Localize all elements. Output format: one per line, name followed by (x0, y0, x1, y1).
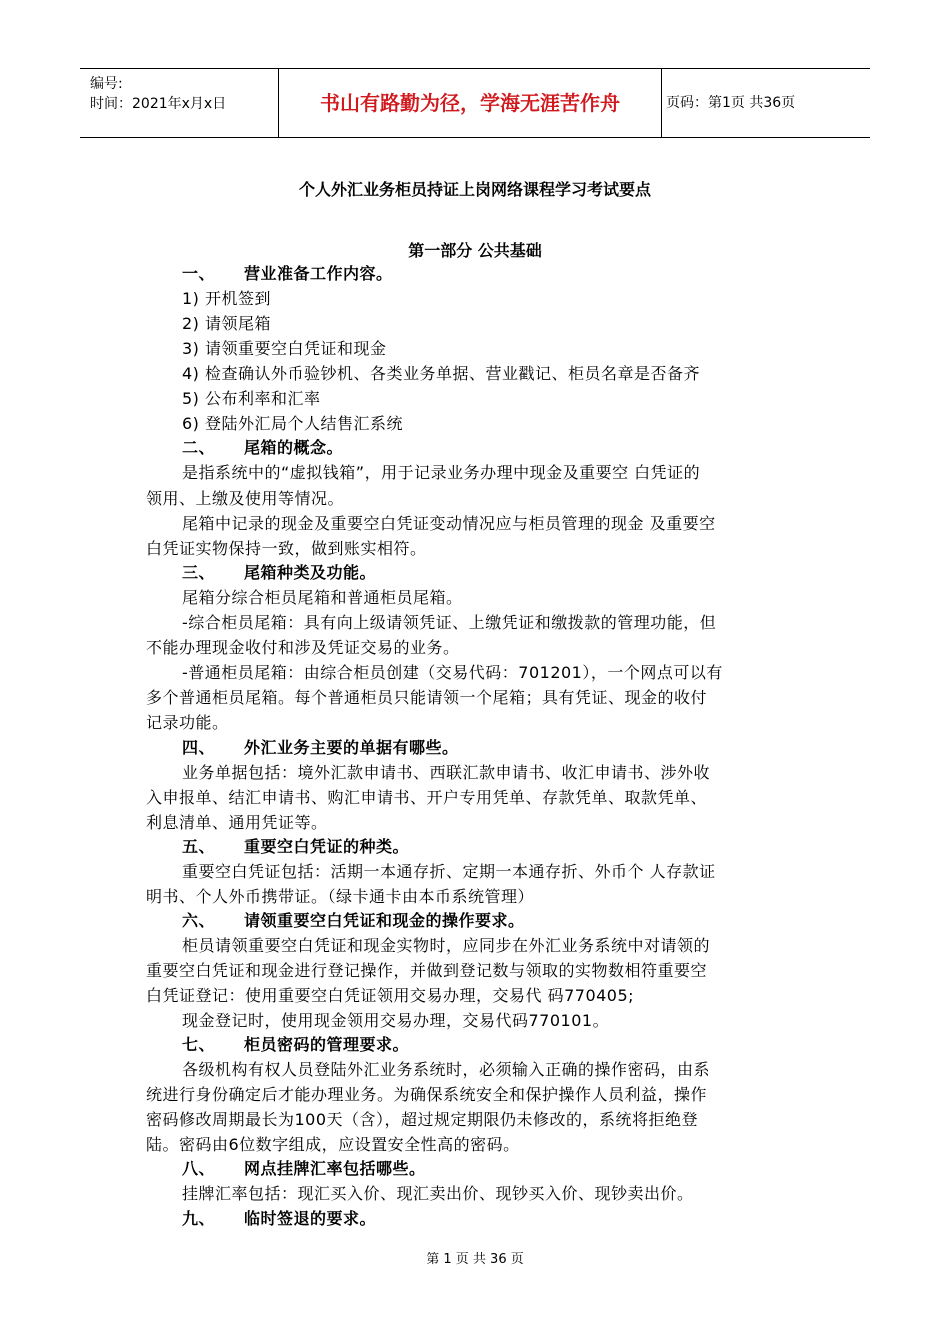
section-title: 外汇业务主要的单据有哪些。 (244, 738, 459, 757)
paragraph-line: 陆。密码由6位数字组成，应设置安全性高的密码。 (146, 1135, 520, 1154)
paragraph-line: 领用、上缴及使用等情况。 (146, 489, 345, 508)
paragraph-line: 重要空白凭证包括：活期一本通存折、定期一本通存折、外币个 人存款证 (182, 862, 716, 881)
document-time-label: 时间：2021年x月x日 (90, 96, 227, 112)
list-item: 2) 请领尾箱 (182, 314, 272, 333)
section-title: 请领重要空白凭证和现金的操作要求。 (244, 911, 525, 930)
paragraph-line: 入申报单、结汇申请书、购汇申请书、开户专用凭单、存款凭单、取款凭单、 (146, 788, 708, 807)
section-number: 七、 (182, 1035, 216, 1054)
paragraph-line: 现金登记时，使用现金领用交易办理，交易代码770101。 (182, 1011, 610, 1030)
paragraph-line: 利息清单、通用凭证等。 (146, 813, 328, 832)
paragraph-line: 业务单据包括：境外汇款申请书、西联汇款申请书、收汇申请书、涉外收 (182, 763, 711, 782)
paragraph-line: 重要空白凭证和现金进行登记操作，并做到登记数与领取的实物数相符重要空 (146, 961, 708, 980)
paragraph-line: 密码修改周期最长为100天（含），超过规定期限仍未修改的，系统将拒绝登 (146, 1110, 699, 1129)
section-number: 三、 (182, 563, 216, 582)
section-number: 八、 (182, 1159, 216, 1178)
header-motto: 书山有路勤为径，学海无涯苦作舟 (279, 69, 662, 137)
paragraph-line: 柜员请领重要空白凭证和现金实物时，应同步在外汇业务系统中对请领的 (182, 936, 711, 955)
section-number: 二、 (182, 438, 216, 457)
paragraph-line: 不能办理现金收付和涉及凭证交易的业务。 (146, 638, 460, 657)
header-page-info: 页码：第1页 共36页 (666, 95, 796, 111)
document-number-label: 编号: (90, 76, 123, 92)
paragraph-line: 各级机构有权人员登陆外汇业务系统时，必须输入正确的操作密码，由系 (182, 1060, 711, 1079)
section-title: 网点挂牌汇率包括哪些。 (244, 1159, 426, 1178)
paragraph-line: 记录功能。 (146, 713, 229, 732)
paragraph-line: 白凭证登记：使用重要空白凭证领用交易办理，交易代 码770405; (146, 986, 635, 1005)
list-item: 3) 请领重要空白凭证和现金 (182, 339, 387, 358)
list-item: 6) 登陆外汇局个人结售汇系统 (182, 414, 404, 433)
paragraph-line: 多个普通柜员尾箱。每个普通柜员只能请领一个尾箱；具有凭证、现金的收付 (146, 688, 708, 707)
section-number: 五、 (182, 837, 216, 856)
paragraph-line: -综合柜员尾箱：具有向上级请领凭证、上缴凭证和缴拨款的管理功能，但 (182, 613, 717, 632)
paragraph-line: -普通柜员尾箱：由综合柜员创建（交易代码：701201），一个网点可以有 (182, 663, 723, 682)
paragraph-line: 尾箱分综合柜员尾箱和普通柜员尾箱。 (182, 588, 463, 607)
section-heading-7 (182, 1032, 410, 1055)
list-item: 4) 检查确认外币验钞机、各类业务单据、营业戳记、柜员名章是否备齐 (182, 364, 701, 383)
header-meta-cell (80, 69, 279, 137)
section-title: 重要空白凭证的种类。 (244, 837, 410, 856)
section-heading-4 (182, 735, 459, 758)
section-number: 九、 (182, 1209, 216, 1228)
list-item: 1) 开机签到 (182, 289, 272, 308)
section-heading-6 (182, 908, 525, 931)
section-title: 营业准备工作内容。 (244, 264, 393, 283)
paragraph-line: 统进行身份确定后才能办理业务。为确保系统安全和保护操作人员利益，操作 (146, 1085, 708, 1104)
header-table (80, 68, 870, 138)
paragraph-line: 是指系统中的“虚拟钱箱”，用于记录业务办理中现金及重要空 白凭证的 (182, 463, 701, 482)
paragraph-line: 挂牌汇率包括：现汇买入价、现汇卖出价、现钞买入价、现钞卖出价。 (182, 1184, 694, 1203)
document-title: 个人外汇业务柜员持证上岗网络课程学习考试要点 (298, 180, 651, 199)
page-footer: 第 1 页 共 36 页 (426, 1252, 524, 1267)
section-heading-1 (182, 261, 393, 284)
section-heading-5 (182, 834, 410, 857)
part-heading: 第一部分 公共基础 (408, 241, 542, 260)
section-heading-2 (182, 435, 344, 458)
section-title: 临时签退的要求。 (244, 1209, 377, 1228)
section-number: 六、 (182, 911, 216, 930)
list-item: 5) 公布利率和汇率 (182, 389, 321, 408)
paragraph-line: 白凭证实物保持一致，做到账实相符。 (146, 539, 427, 558)
section-title: 尾箱的概念。 (244, 438, 344, 457)
section-number: 一、 (182, 264, 216, 283)
section-title: 柜员密码的管理要求。 (244, 1035, 410, 1054)
paragraph-line: 尾箱中记录的现金及重要空白凭证变动情况应与柜员管理的现金 及重要空 (182, 514, 716, 533)
section-title: 尾箱种类及功能。 (244, 563, 377, 582)
section-heading-9 (182, 1206, 377, 1229)
section-number: 四、 (182, 738, 216, 757)
paragraph-line: 明书、个人外币携带证。（绿卡通卡由本币系统管理） (146, 887, 535, 906)
section-heading-8 (182, 1156, 426, 1179)
section-heading-3 (182, 560, 377, 583)
